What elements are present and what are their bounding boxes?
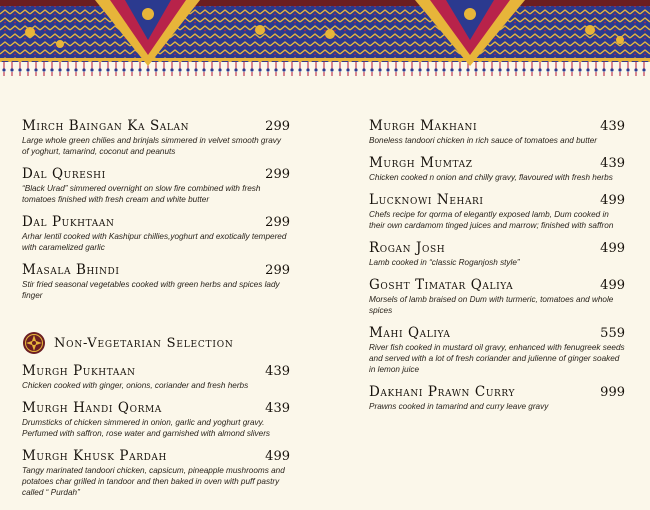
menu-item xyxy=(369,277,625,316)
item-price: 499 xyxy=(265,449,290,464)
item-name: Rogan Josh xyxy=(369,240,446,256)
item-price: 439 xyxy=(600,156,625,171)
item-description: Drumsticks of chicken simmered in onion, garlic and yoghurt gravy. Perfumed with saffron, rose water and garnished with almond slivers xyxy=(22,418,271,438)
item-description: Chicken cooked n onion and chilly gravy, flavoured with fresh herbs xyxy=(369,173,613,182)
item-price: 499 xyxy=(600,241,625,256)
item-description: “Black Urad” simmered overnight on slow fire combined with fresh tomatoes finished with fresh cream and white butter xyxy=(22,184,261,204)
item-description: Prawns cooked in tamarind and curry leave gravy xyxy=(369,402,549,411)
item-price: 499 xyxy=(600,193,625,208)
menu-item xyxy=(369,155,625,183)
item-description: Stir fried seasonal vegetables cooked with green herbs and spices lady finger xyxy=(22,280,280,300)
item-price: 439 xyxy=(265,364,290,379)
item-price: 299 xyxy=(265,119,290,134)
decorative-banner xyxy=(0,0,650,78)
item-name: Gosht Timatar Qaliya xyxy=(369,277,514,293)
item-name: Murgh Mumtaz xyxy=(369,155,473,171)
menu-item xyxy=(22,448,290,498)
section-heading xyxy=(22,331,290,355)
item-price: 299 xyxy=(265,167,290,182)
item-description: River fish cooked in mustard oil gravy, enhanced with fenugreek seeds and served with a lot of fresh coriander and julienne of ginger soaked in lemon juice xyxy=(369,343,625,374)
item-name: Murgh Makhani xyxy=(369,118,478,134)
left-column xyxy=(22,118,290,507)
item-description: Chicken cooked with ginger, onions, coriander and fresh herbs xyxy=(22,381,249,390)
menu-item xyxy=(22,363,290,391)
item-name: Murgh Pukhtaan xyxy=(22,363,136,379)
right-column xyxy=(369,118,625,421)
menu-item xyxy=(369,240,625,268)
item-price: 299 xyxy=(265,263,290,278)
item-description: Tangy marinated tandoori chicken, capsicum, pineapple mushrooms and potatoes char grilled in tandoor and then baked in oven with puff pastry called “ Purdah” xyxy=(22,466,285,497)
item-name: Murgh Handi Qorma xyxy=(22,400,162,416)
menu-item xyxy=(22,166,290,205)
section-title: Non-Vegetarian Selection xyxy=(54,335,234,351)
item-price: 999 xyxy=(600,385,625,400)
item-description: Arhar lentil cooked with Kashipur chillies,yoghurt and exotically tempered with caramelized garlic xyxy=(22,232,287,252)
item-name: Dakhani Prawn Curry xyxy=(369,384,516,400)
ornate-medallion-icon xyxy=(22,331,46,355)
menu-item xyxy=(369,118,625,146)
item-name: Murgh Khusk Pardah xyxy=(22,448,167,464)
item-description: Boneless tandoori chicken in rich sauce of tomatoes and butter xyxy=(369,136,598,145)
menu-item xyxy=(22,262,290,301)
item-price: 499 xyxy=(600,278,625,293)
item-price: 299 xyxy=(265,215,290,230)
menu-item xyxy=(369,325,625,375)
menu-item xyxy=(369,192,625,231)
item-description: Large whole green chilies and brinjals simmered in velvet smooth gravy of yoghurt, tamarind, coconut and peanuts xyxy=(22,136,281,156)
item-description: Lamb cooked in “classic Roganjosh style” xyxy=(369,258,520,267)
item-name: Dal Qureshi xyxy=(22,166,106,182)
item-price: 439 xyxy=(600,119,625,134)
menu-item xyxy=(22,400,290,439)
menu-item xyxy=(369,384,625,412)
item-name: Masala Bhindi xyxy=(22,262,120,278)
item-name: Dal Pukhtaan xyxy=(22,214,115,230)
item-description: Chefs recipe for qorma of elegantly exposed lamb, Dum cooked in their own cardamom tinged juices and marrow; finished with saffron xyxy=(369,210,614,230)
item-description: Morsels of lamb braised on Dum with turmeric, tomatoes and whole spices xyxy=(369,295,614,315)
item-name: Mirch Baingan Ka Salan xyxy=(22,118,190,134)
menu-item xyxy=(22,118,290,157)
item-price: 439 xyxy=(265,401,290,416)
menu-item xyxy=(22,214,290,253)
item-price: 559 xyxy=(600,326,625,341)
item-name: Lucknowi Nehari xyxy=(369,192,484,208)
item-name: Mahi Qaliya xyxy=(369,325,451,341)
